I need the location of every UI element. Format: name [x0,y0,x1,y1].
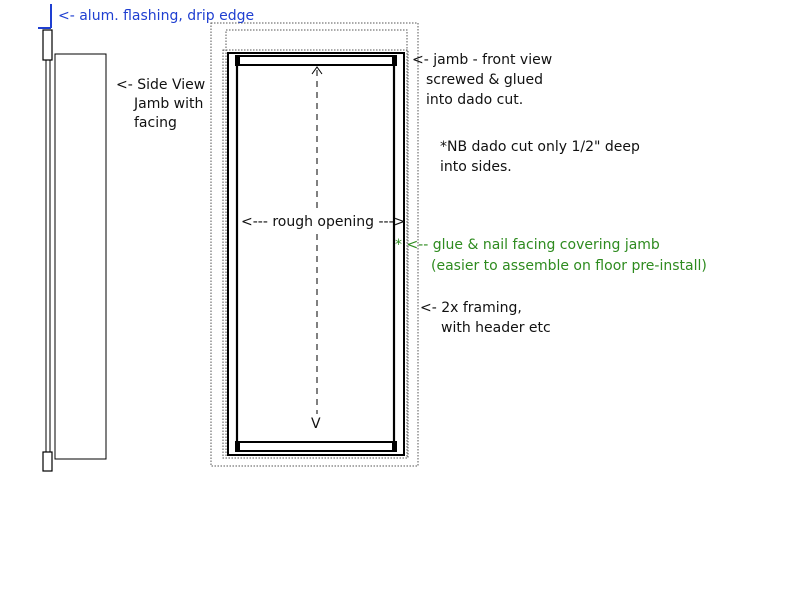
side-view-label-3: facing [134,115,177,131]
side-view-jamb [43,30,52,471]
jamb-front-label-1: <- jamb - front view [412,52,553,68]
v-marker: V [311,416,321,432]
bottom-jamb [236,441,396,452]
flashing-label: <- alum. flashing, drip edge [58,8,255,24]
jamb-front-frame [228,53,404,455]
jamb-inner-frame [237,60,394,449]
rough-opening-label: <--- rough opening ---> [241,214,406,230]
dado-note-1: *NB dado cut only 1/2" deep [440,139,640,155]
top-jamb [236,55,396,66]
side-view-label-2: Jamb with [134,96,204,112]
framing-outline [211,23,418,466]
dado-note-2: into sides. [440,159,512,175]
glue-nail-label-2: (easier to assemble on floor pre-install) [431,258,707,274]
jamb-front-label-2: screwed & glued [426,72,543,88]
glue-nail-label-1: * <-- glue & nail facing covering jamb [395,237,660,253]
framing-label-2: with header etc [441,320,551,336]
framing-label-1: <- 2x framing, [420,300,522,316]
jamb-front-label-3: into dado cut. [426,92,524,108]
side-view-facing [55,54,106,459]
flashing-mark [38,4,51,28]
side-view-label-1: <- Side View [116,77,206,93]
vertical-dimension [312,67,322,414]
